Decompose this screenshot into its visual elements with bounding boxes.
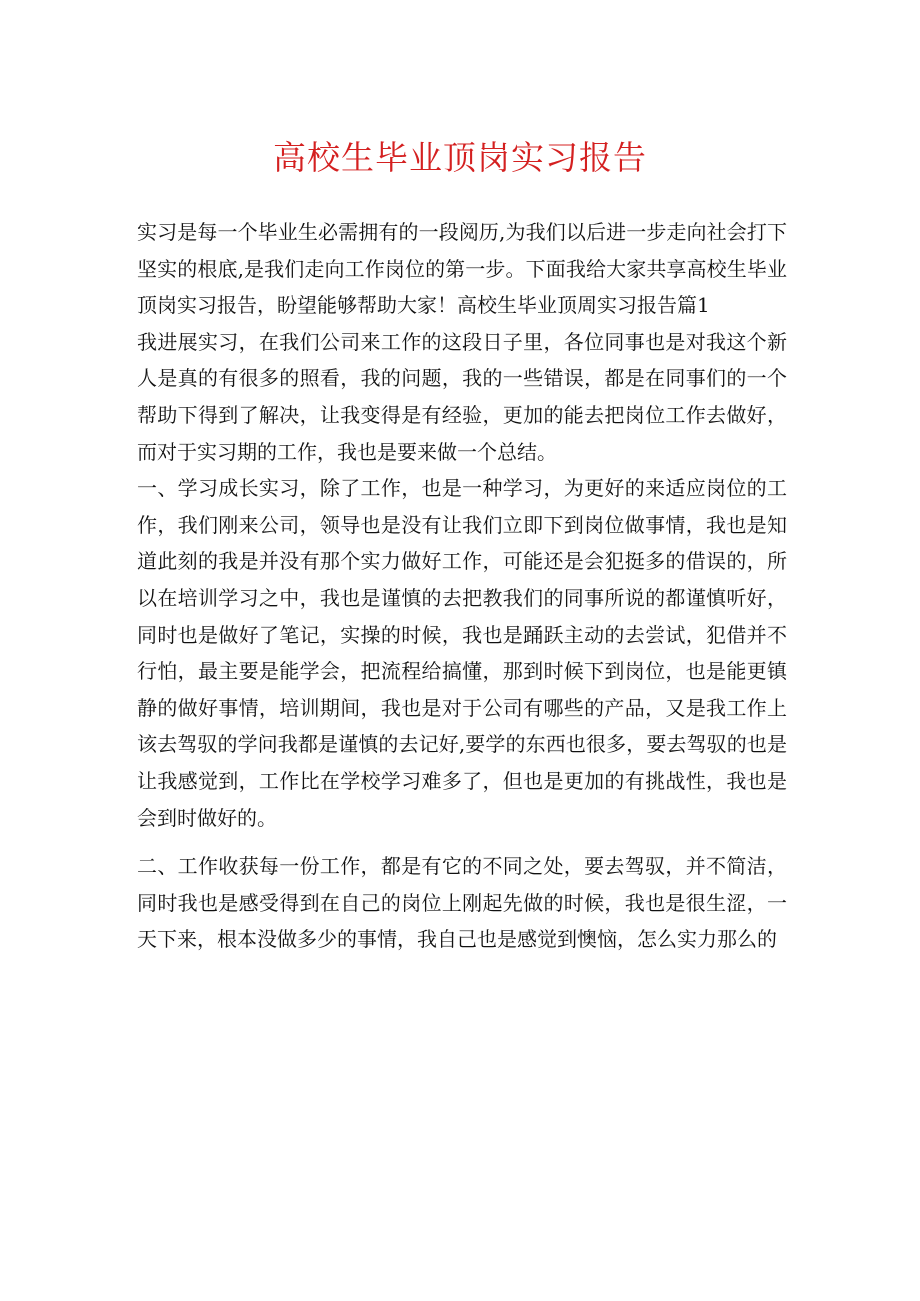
document-body xyxy=(137,214,787,958)
document-title: 高校生毕业顶岗实习报告 xyxy=(273,138,647,177)
paragraph-internship: 我进展实习，在我们公司来工作的这段日子里，各位同事也是对我这个新人是真的有很多的照看，我的问题，我的一些错误，都是在同事们的一个帮助下得到了解决，让我变得是有经验，更加的能去把岗位工作去做好，而对于实习期的工作，我也是要来做一个总结。 xyxy=(137,329,787,464)
paragraph-learning-growth: 一、学习成长实习，除了工作，也是一种学习，为更好的来适应岗位的工作，我们刚来公司，领导也是没有让我们立即下到岗位做事情，我也是知道此刻的我是并没有那个实力做好工作，可能还是会犯挺多的借误的，所以在培训学习之中，我也是谨慎的去把教我们的同事所说的都谨慎听好，同时也是做好了笔记，实操的时候，我也是踊跃主动的去尝试，犯借并不行怕，最主要是能学会，把流程给搞懂，那到时候下到岗位，也是能更镇静的做好事情，培训期间，我也是对于公司有哪些的产品，又是我工作上该去驾驭的学问我都是谨慎的去记好,要学的东西也很多，要去驾驭的也是让我感觉到，工作比在学校学习难多了，但也是更加的有挑战性，我也是会到时做好的。 xyxy=(137,476,787,830)
paragraph-intro: 实习是每一个毕业生必需拥有的一段阅历,为我们以后进一步走向社会打下坚实的根底,是我们走向工作岗位的第一步。下面我给大家共享高校生毕业顶岗实习报告，盼望能够帮助大家！高校生毕业顶周实习报告篇1 xyxy=(137,220,787,318)
paragraph-work-gains: 二、工作收获每一份工作，都是有它的不同之处，要去驾驭，并不简洁，同时我也是感受得到在自己的岗位上刚起先做的时候，我也是很生涩，一天下来，根本没做多少的事情，我自己也是感觉到懊恼，怎么实力那么的 xyxy=(137,854,787,952)
